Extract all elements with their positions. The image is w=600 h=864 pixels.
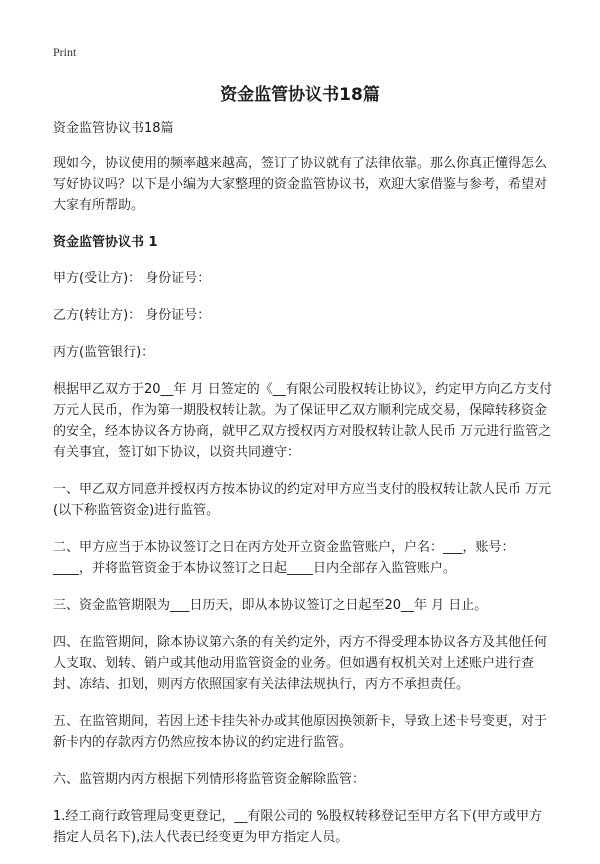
document-subtitle: 资金监管协议书18篇 — [53, 121, 174, 136]
clause-6: 六、监管期内丙方根据下列情形将监管资金解除监管： — [53, 772, 366, 787]
section-heading: 资金监管协议书 1 — [53, 235, 158, 250]
document-title: 资金监管协议书18篇 — [220, 85, 380, 105]
clause-2: 二、甲方应当于本协议签订之日在丙方处开立资金监管账户，户名：___，账号：____，并将监管资金于本协议签订之日起____日内全部存入监管账户。 — [53, 540, 515, 576]
intro-paragraph: 现如今，协议使用的频率越来越高，签订了协议就有了法律依靠。那么你真正懂得怎么写好协议吗？以下是小编为大家整理的资金监管协议书，欢迎大家借鉴与参考，希望对大家有所帮助。 — [53, 156, 548, 213]
party-c-line: 丙方(监管银行)： — [53, 345, 155, 360]
document-body — [53, 118, 553, 864]
party-b-line: 乙方(转让方)： 身份证号： — [53, 308, 211, 323]
clause-5: 五、在监管期间，若因上述卡挂失补办或其他原因换领新卡，导致上述卡号变更，对于新卡内的存款丙方仍然应按本协议的约定进行监管。 — [53, 714, 548, 750]
preamble-paragraph: 根据甲乙双方于20__年 月 日签定的《__有限公司股权转让协议》，约定甲方向乙方支付 万元人民币，作为第一期股权转让款。为了保证甲乙双方顺利完成交易，保障转移资金的安全，经本协议各方协商，就甲乙双方授权丙方对股权转让款人民币 万元进行监管之有关事宜，签订如下协议，以资共同遵守： — [53, 382, 553, 460]
clause-1: 一、甲乙双方同意并授权丙方按本协议的约定对甲方应当支付的股权转让款人民币 万元(以下称监管资金)进行监管。 — [53, 482, 552, 518]
clause-4: 四、在监管期间，除本协议第六条的有关约定外，丙方不得受理本协议各方及其他任何人支取、划转、销户或其他动用监管资金的业务。但如遇有权机关对上述账户进行查封、冻结、扣划，则丙方依照国家有关法律法规执行，丙方不承担责任。 — [53, 635, 548, 692]
clause-3: 三、资金监管期限为___日历天，即从本协议签订之日起至20__年 月 日止。 — [53, 598, 488, 613]
print-link[interactable]: Print — [53, 45, 77, 59]
clause-6-item-1: 1.经工商行政管理局变更登记，__有限公司的 %股权转移登记至甲方名下(甲方或甲方指定人员名下),法人代表已经变更为甲方指定人员。 — [53, 809, 542, 845]
party-a-line: 甲方(受让方)： 身份证号： — [53, 271, 211, 286]
